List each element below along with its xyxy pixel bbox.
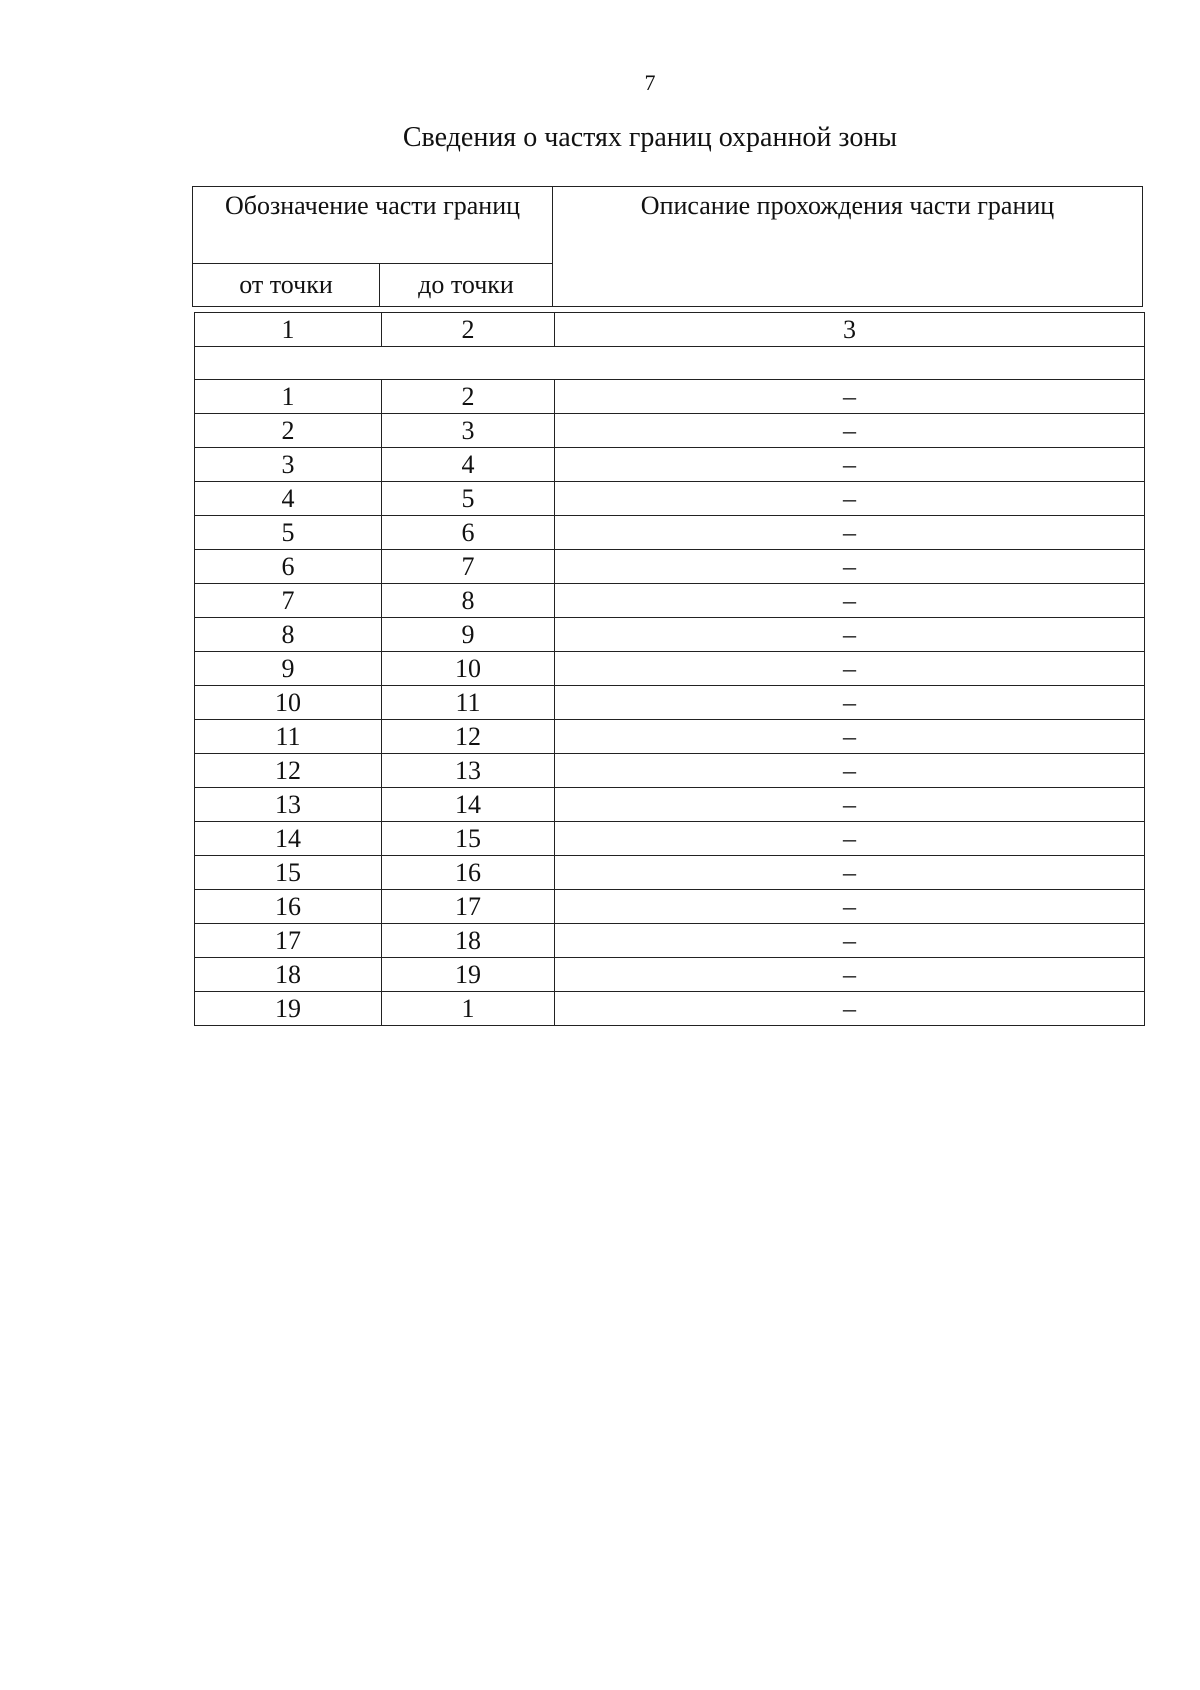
to-point-cell: 17: [382, 890, 555, 924]
description-cell: –: [555, 856, 1145, 890]
to-point-cell: 12: [382, 720, 555, 754]
description-cell: –: [555, 924, 1145, 958]
column-number-cell: 1: [195, 313, 382, 347]
table-row: [195, 890, 1145, 924]
from-point-cell: 18: [195, 958, 382, 992]
description-cell: –: [555, 584, 1145, 618]
header-from-cell: от точки: [193, 264, 380, 307]
description-cell: –: [555, 516, 1145, 550]
to-point-cell: 2: [382, 380, 555, 414]
table-row: [195, 754, 1145, 788]
column-number-cell: 3: [555, 313, 1145, 347]
description-cell: –: [555, 958, 1145, 992]
to-point-cell: 16: [382, 856, 555, 890]
from-point-cell: 9: [195, 652, 382, 686]
from-point-cell: 8: [195, 618, 382, 652]
header-description-cell: Описание прохождения части границ: [553, 187, 1143, 307]
table-row: [195, 958, 1145, 992]
to-point-cell: 10: [382, 652, 555, 686]
description-cell: –: [555, 890, 1145, 924]
table-row: [195, 924, 1145, 958]
description-cell: –: [555, 448, 1145, 482]
table-row: [195, 822, 1145, 856]
from-point-cell: 6: [195, 550, 382, 584]
description-cell: –: [555, 686, 1145, 720]
description-cell: –: [555, 482, 1145, 516]
to-point-cell: 11: [382, 686, 555, 720]
to-point-cell: 1: [382, 992, 555, 1026]
from-point-cell: 11: [195, 720, 382, 754]
table-row: [195, 992, 1145, 1026]
table-header: [192, 186, 1143, 307]
table-body: [194, 312, 1145, 1026]
header-to-cell: до точки: [380, 264, 553, 307]
from-point-cell: 2: [195, 414, 382, 448]
page-number: 7: [644, 70, 656, 95]
table-row: [195, 414, 1145, 448]
description-cell: –: [555, 992, 1145, 1026]
to-point-cell: 5: [382, 482, 555, 516]
description-cell: –: [555, 414, 1145, 448]
from-point-cell: 5: [195, 516, 382, 550]
from-point-cell: 16: [195, 890, 382, 924]
from-point-cell: 13: [195, 788, 382, 822]
from-point-cell: 19: [195, 992, 382, 1026]
column-number-row: [195, 313, 1145, 347]
description-cell: –: [555, 754, 1145, 788]
description-cell: –: [555, 720, 1145, 754]
to-point-cell: 15: [382, 822, 555, 856]
to-point-cell: 3: [382, 414, 555, 448]
header-group-cell: Обозначение части границ: [193, 187, 553, 264]
table-row: [195, 788, 1145, 822]
to-point-cell: 6: [382, 516, 555, 550]
description-cell: –: [555, 618, 1145, 652]
table-row: [195, 618, 1145, 652]
from-point-cell: 10: [195, 686, 382, 720]
from-point-cell: 15: [195, 856, 382, 890]
from-point-cell: 17: [195, 924, 382, 958]
table-row: [195, 652, 1145, 686]
from-point-cell: 7: [195, 584, 382, 618]
description-cell: –: [555, 652, 1145, 686]
page-title: Сведения о частях границ охранной зоны: [402, 122, 898, 153]
to-point-cell: 13: [382, 754, 555, 788]
to-point-cell: 18: [382, 924, 555, 958]
table-row: [195, 856, 1145, 890]
empty-section-cell: [195, 347, 1145, 380]
empty-section-row: [195, 347, 1145, 380]
description-cell: –: [555, 788, 1145, 822]
table-row: [195, 516, 1145, 550]
boundary-parts-table: [192, 186, 1145, 1026]
table-row: [195, 448, 1145, 482]
from-point-cell: 1: [195, 380, 382, 414]
to-point-cell: 7: [382, 550, 555, 584]
table-row: [195, 584, 1145, 618]
table-row: [195, 686, 1145, 720]
column-number-cell: 2: [382, 313, 555, 347]
from-point-cell: 4: [195, 482, 382, 516]
from-point-cell: 14: [195, 822, 382, 856]
table-row: [195, 720, 1145, 754]
description-cell: –: [555, 380, 1145, 414]
description-cell: –: [555, 550, 1145, 584]
to-point-cell: 14: [382, 788, 555, 822]
to-point-cell: 9: [382, 618, 555, 652]
to-point-cell: 8: [382, 584, 555, 618]
from-point-cell: 3: [195, 448, 382, 482]
to-point-cell: 4: [382, 448, 555, 482]
table-row: [195, 380, 1145, 414]
from-point-cell: 12: [195, 754, 382, 788]
to-point-cell: 19: [382, 958, 555, 992]
table-row: [195, 482, 1145, 516]
table-row: [195, 550, 1145, 584]
description-cell: –: [555, 822, 1145, 856]
